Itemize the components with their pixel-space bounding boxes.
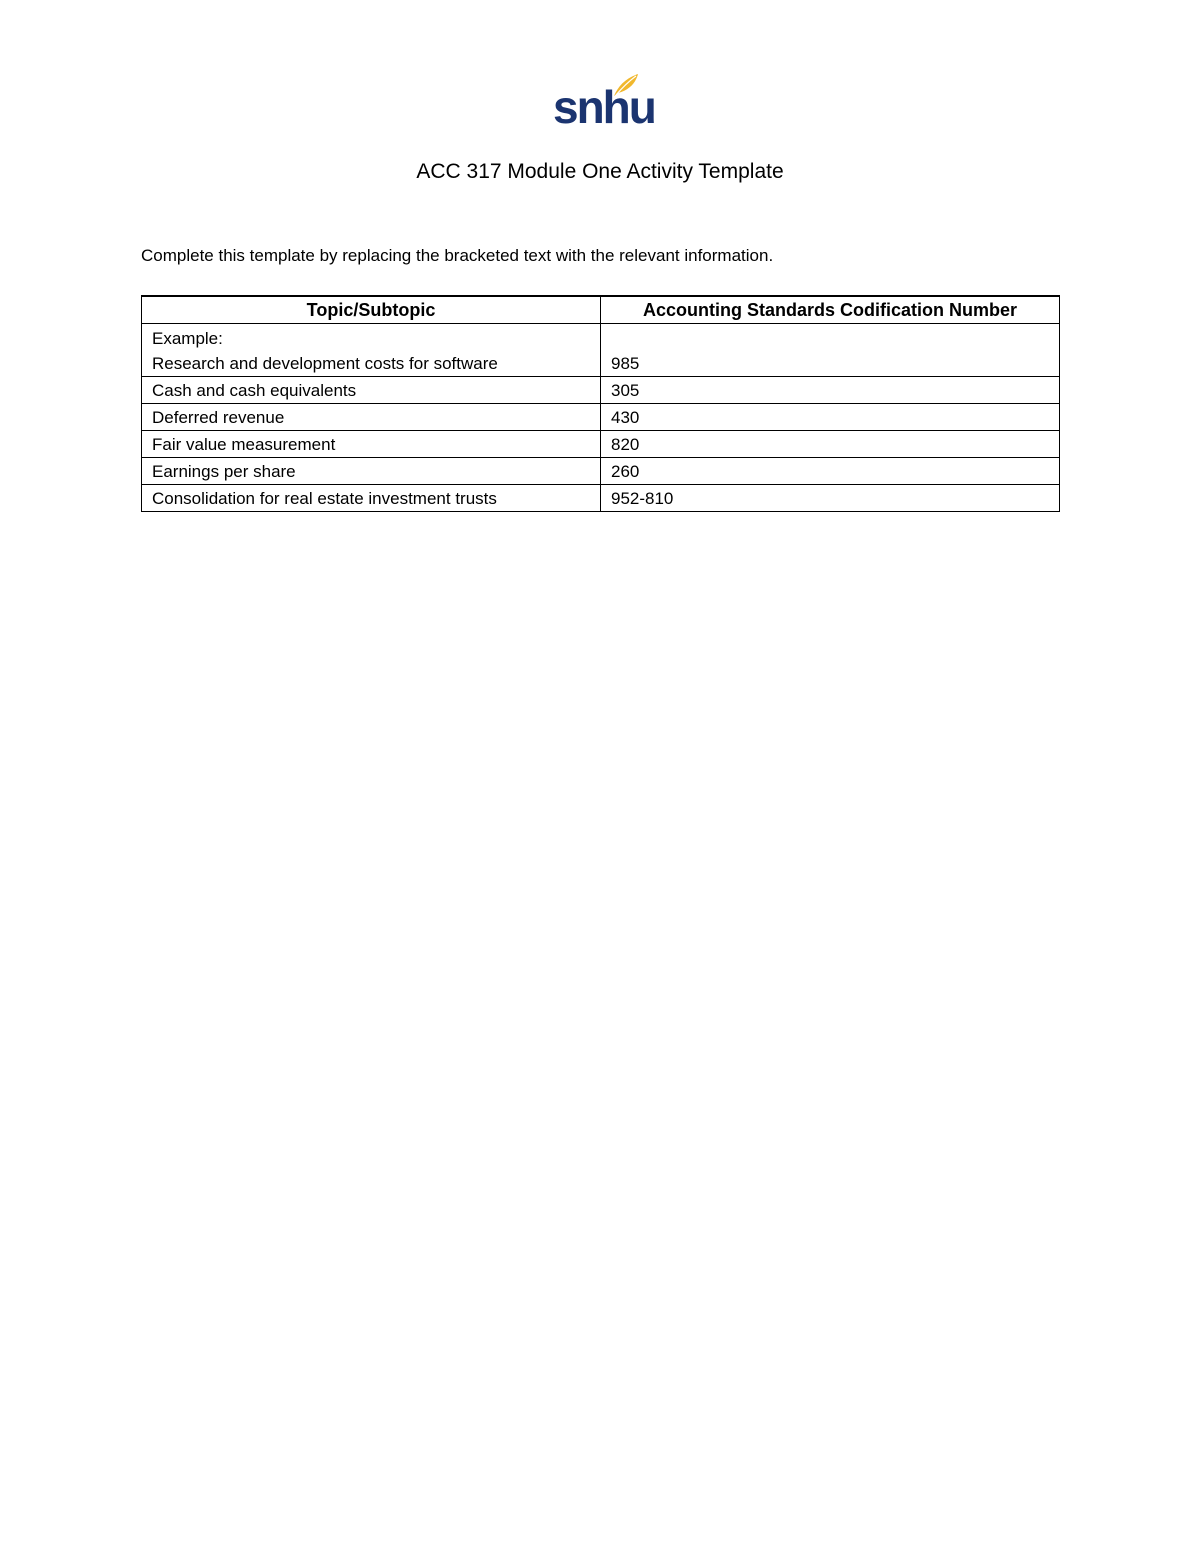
example-topic-cell[interactable] [142,324,601,377]
table-row [142,377,1060,404]
code-cell[interactable]: 260 [601,458,1060,485]
example-topic: Research and development costs for software [152,354,498,373]
topic-cell[interactable]: Deferred revenue [142,404,601,431]
header-codification-number: Accounting Standards Codification Number [601,296,1060,324]
example-label: Example: [152,329,223,348]
table-row [142,404,1060,431]
logo-wordmark: snhu [553,81,655,133]
topic-cell[interactable]: Fair value measurement [142,431,601,458]
table-row-example [142,324,1060,377]
topic-cell[interactable]: Consolidation for real estate investment trusts [142,485,601,512]
table-row [142,485,1060,512]
header-topic: Topic/Subtopic [142,296,601,324]
instructions-text: Complete this template by replacing the bracketed text with the relevant information. [141,246,774,265]
table-row [142,458,1060,485]
code-cell[interactable]: 820 [601,431,1060,458]
table-row [142,431,1060,458]
code-cell[interactable]: 305 [601,377,1060,404]
topic-cell[interactable]: Earnings per share [142,458,601,485]
snhu-logo [553,72,655,134]
code-cell[interactable]: 952-810 [601,485,1060,512]
code-cell[interactable]: 430 [601,404,1060,431]
table-header-row [142,296,1060,324]
page-title: ACC 317 Module One Activity Template [416,160,784,183]
example-code-cell[interactable]: 985 [601,324,1060,377]
codification-table [141,295,1060,512]
topic-cell[interactable]: Cash and cash equivalents [142,377,601,404]
